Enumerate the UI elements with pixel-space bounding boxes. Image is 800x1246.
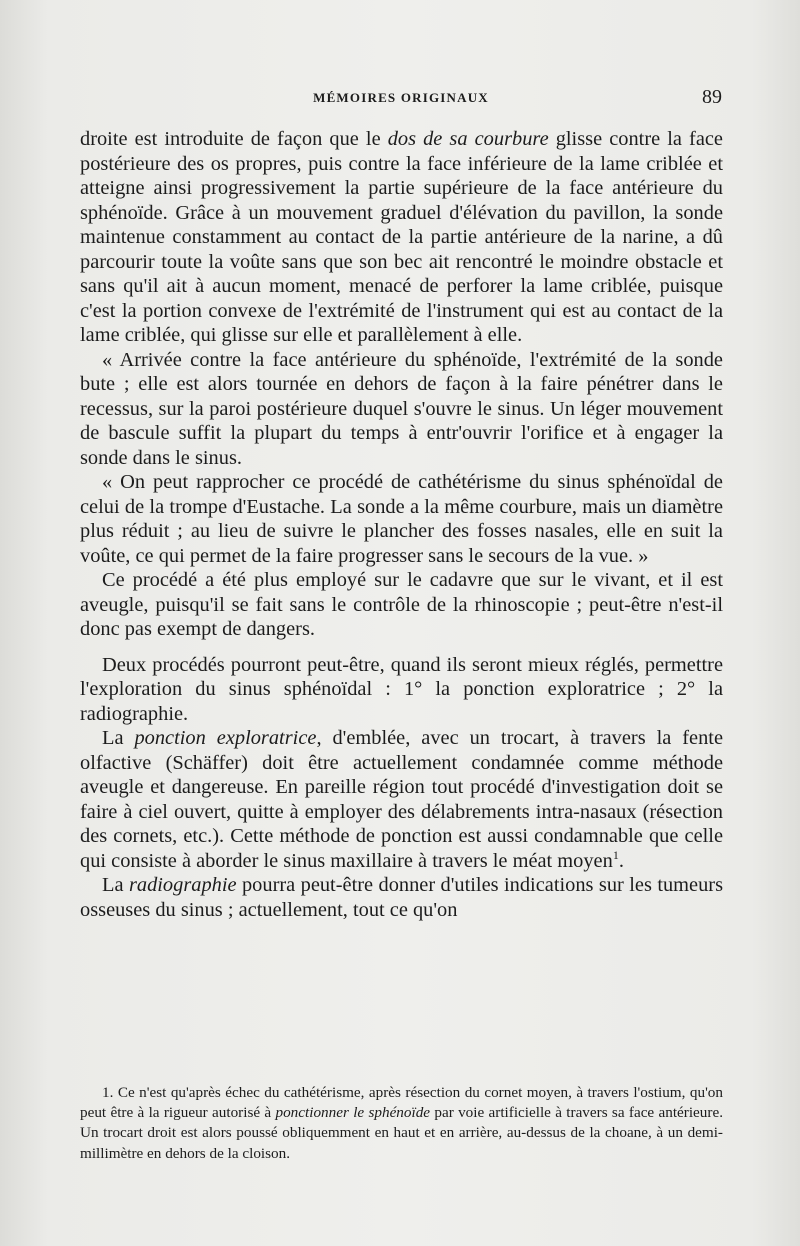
page-number: 89	[702, 86, 722, 108]
italic-text: ponctionner le sphénoïde	[275, 1104, 431, 1122]
text-run: .	[618, 849, 624, 872]
text-run: pourra peut-être donner d'utiles indications sur les tumeurs osseuses du sinus ; actuellement, tout ce qu'on	[80, 874, 724, 921]
paragraph	[80, 873, 723, 922]
text-run: droite est introduite de façon que le	[80, 128, 388, 150]
footnote-marker: 1	[612, 847, 619, 862]
text-run: Ce procédé a été plus employé sur le cadavre que sur le vivant, et il est aveugle, puisqu'il se fait sans le contrôle de la rhinoscopie ; peut-être n'est-il donc pas exempt de dangers.	[80, 569, 723, 640]
text-run: « Arrivée contre la face antérieure du sphénoïde, l'extrémité de la sonde bute ; elle est alors tournée en dehors de façon à la faire pénétrer dans le recessus, sur la paroi postérieure duquel s'ouvre le sinus. Un léger mouvement de bascule suffit la plupart du temps à entr'ouvrir l'orifice et à engager la sonde dans le sinus.	[80, 348, 723, 469]
text-run: Deux procédés pourront peut-être, quand ils seront mieux réglés, permettre l'exploration du sinus sphénoïdal : 1° la ponction exploratrice ; 2° la radiographie.	[80, 653, 723, 725]
text-run: par voie artificielle à travers sa face antérieure. Un trocart droit est alors poussé obliquemment en haut et en arrière, au-dessus de la choane, à un demi-millimètre en dehors de la cloison.	[80, 1104, 723, 1162]
paragraph	[80, 470, 723, 568]
text-run: 1. Ce n'est qu'après échec du cathétérisme, après résection du cornet moyen, à travers l'ostium, qu'on peut être à la rigueur autorisé à	[80, 1084, 723, 1122]
running-head	[80, 88, 722, 112]
paragraph	[80, 348, 723, 471]
italic-text: dos de sa courbure	[387, 128, 549, 150]
paragraph	[80, 568, 723, 642]
body-text	[80, 127, 723, 922]
paragraph	[80, 127, 723, 348]
italic-text: radiographie	[128, 874, 237, 896]
text-run: glisse contre la face postérieure des os propres, puis contre la face inférieure de la lame criblée et atteigne ainsi progressivement la partie supérieure de la face antérieure du sphénoïde. Grâce à un mouvement graduel d'élévation du pavillon, la sonde maintenue constamment au contact de la partie antérieure de la narine, a dû parcourir toute la voûte sans que son bec ait rencontré le moindre obstacle et sans qu'il ait à aucun moment, menacé de perforer la lame criblée, puisque c'est la portion convexe de l'extrémité de l'instrument qui est au contact de la lame criblée, qui glisse sur elle et parallèlement à elle.	[80, 128, 723, 346]
running-title: MÉMOIRES ORIGINAUX	[313, 90, 489, 105]
text-run: , d'emblée, avec un trocart, à travers la fente olfactive (Schäffer) doit être actuellement condamnée comme méthode aveugle et dangereuse. En pareille région tout procédé d'investigation doit se faire à ciel ouvert, quitte à employer des délabrements intra-nasaux (résection des cornets, etc.). Cette méthode de ponction est aussi condamnable que celle qui consiste à aborder le sinus maxillaire à travers le méat moyen	[80, 727, 724, 872]
paragraph	[80, 653, 723, 727]
footnote	[80, 1083, 723, 1164]
text-run: La	[102, 727, 135, 749]
footnotes	[80, 1083, 723, 1164]
italic-text: ponction exploratrice	[134, 727, 317, 749]
paragraph	[80, 726, 723, 873]
text-run: La	[102, 874, 129, 896]
text-run: « On peut rapprocher ce procédé de cathétérisme du sinus sphénoïdal de celui de la trompe d'Eustache. La sonde a la même courbure, mais un diamètre plus réduit ; au lieu de suivre le plancher des fosses nasales, elle en suit la voûte, ce qui permet de la faire progresser sans le secours de la vue. »	[80, 471, 723, 567]
